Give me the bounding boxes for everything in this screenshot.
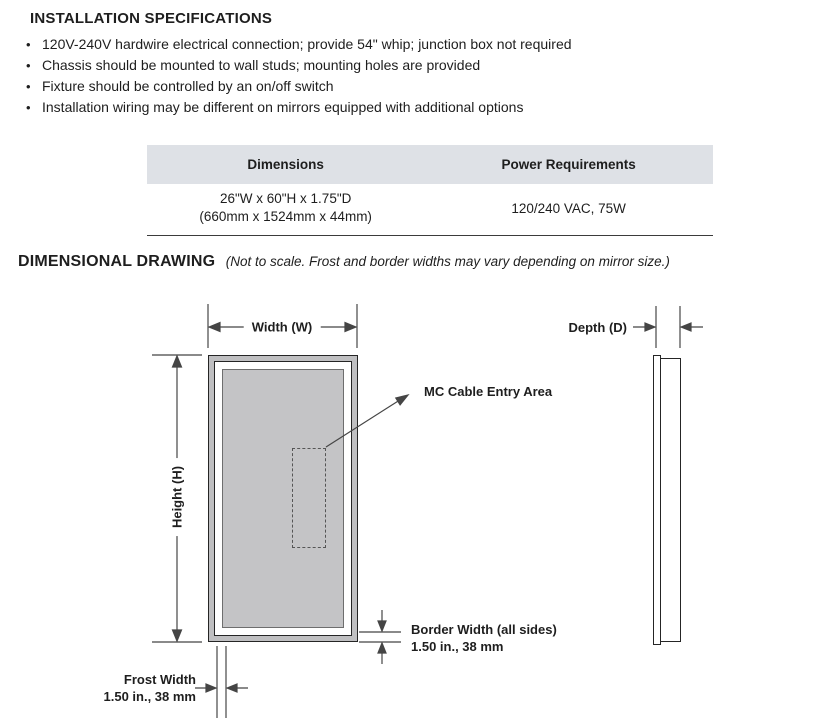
power-header-cell: Power Requirements xyxy=(501,157,636,172)
dimensional-drawing-note: (Not to scale. Frost and border widths may vary depending on mirror size.) xyxy=(225,254,670,269)
height-dimension-label: Height (H) xyxy=(170,458,185,536)
spec-table-data-row xyxy=(147,184,713,235)
spec-bullet-text: Fixture should be controlled by an on/off switch xyxy=(42,77,334,94)
mc-cable-entry-dashed-area xyxy=(292,448,326,548)
spec-bullet-text: Chassis should be mounted to wall studs; mounting holes are provided xyxy=(42,56,481,73)
bullet-icon xyxy=(24,99,42,115)
dimensions-value-cell xyxy=(147,190,424,226)
frost-width-title: Frost Width xyxy=(123,672,196,687)
dimensions-metric: (660mm x 1524mm x 44mm) xyxy=(199,209,372,224)
spec-bullet xyxy=(24,96,744,117)
spec-table xyxy=(147,145,713,236)
bullet-icon xyxy=(24,78,42,94)
spec-bullet xyxy=(24,54,744,75)
spec-bullet-text: 120V-240V hardwire electrical connection; provide 54" whip; junction box not required xyxy=(42,35,572,52)
bullet-icon xyxy=(24,36,42,52)
frost-width-value: 1.50 in., 38 mm xyxy=(103,689,196,704)
spec-bullet xyxy=(24,33,744,54)
spec-bullet xyxy=(24,75,744,96)
border-width-label xyxy=(411,621,557,655)
frost-width-label xyxy=(60,671,196,705)
border-width-title: Border Width (all sides) xyxy=(411,622,557,637)
power-value-cell: 120/240 VAC, 75W xyxy=(511,200,626,216)
spec-bullet-text: Installation wiring may be different on mirrors equipped with additional options xyxy=(42,98,524,115)
depth-dimension-label: Depth (D) xyxy=(568,320,627,335)
dimensions-header-cell: Dimensions xyxy=(247,156,324,172)
spec-table-header-row xyxy=(147,145,713,184)
installation-specs-title: INSTALLATION SPECIFICATIONS xyxy=(30,10,273,27)
dimensional-drawing-heading xyxy=(18,253,670,271)
installation-specs-list xyxy=(24,33,744,117)
width-dimension-label: Width (W) xyxy=(244,320,321,335)
bullet-icon xyxy=(24,57,42,73)
dimensions-imperial: 26"W x 60"H x 1.75"D xyxy=(219,191,352,206)
border-width-value: 1.50 in., 38 mm xyxy=(411,639,504,654)
mc-cable-entry-label: MC Cable Entry Area xyxy=(424,384,553,399)
dimensional-drawing-title: DIMENSIONAL DRAWING xyxy=(18,253,216,270)
mirror-side-view-chassis xyxy=(660,358,681,642)
